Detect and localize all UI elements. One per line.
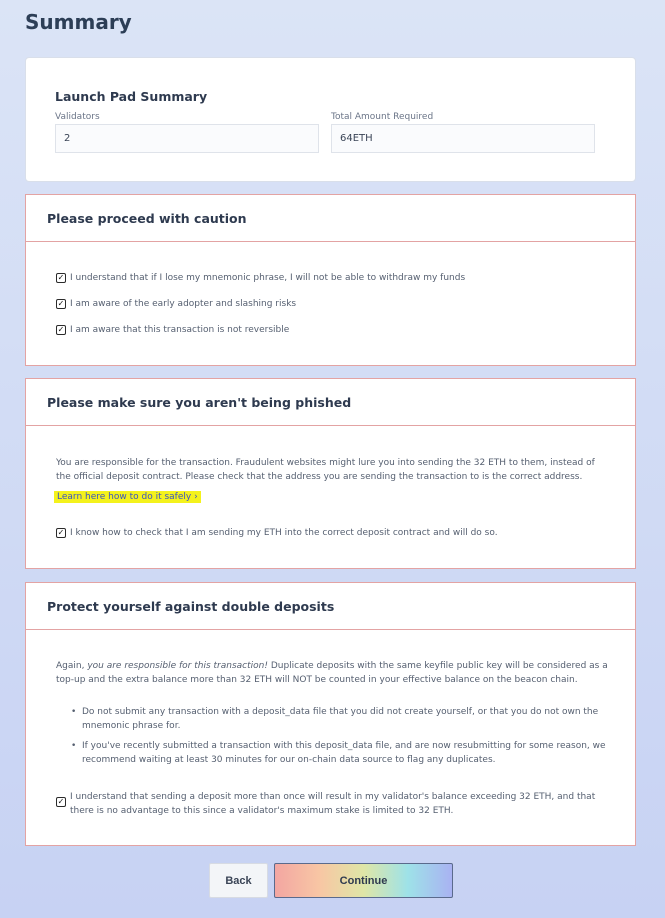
phishing-card [25,378,636,569]
phishing-check-label: I know how to check that I am sending my ETH into the correct deposit contract and will do so. [70,528,498,538]
summary-card [25,57,636,182]
caution-check-label: I am aware of the early adopter and slashing risks [70,299,297,309]
validators-field: 2 [55,124,319,153]
checkbox-checked-icon[interactable]: ✓ [57,299,65,308]
amount-label: Total Amount Required [331,112,434,122]
double-deposit-bullets [82,705,612,773]
caution-check-risks[interactable] [56,297,296,311]
amount-field: 64ETH [331,124,595,153]
double-body-prefix: Again, [56,661,88,671]
double-deposit-check-label: I understand that sending a deposit more than once will result in my validator's balance exceeding 32 ETH, and that there is no advantage to this since a validator's maximum stake is limited to 32 ETH. [70,792,596,816]
double-deposit-check[interactable] [56,790,596,818]
learn-safety-link[interactable] [54,491,201,503]
checkbox-checked-icon[interactable]: ✓ [57,273,65,282]
phishing-title: Please make sure you aren't being phished [26,379,635,426]
double-body-emphasis: you are responsible for this transaction! [87,661,268,671]
caution-check-reversible[interactable] [56,323,289,337]
caution-check-label: I am aware that this transaction is not reversible [70,325,290,335]
continue-button[interactable]: Continue [274,863,453,898]
double-deposit-card [25,582,636,846]
double-deposit-title: Protect yourself against double deposits [26,583,635,630]
checkbox-checked-icon[interactable]: ✓ [57,528,65,537]
chevron-right-icon: › [194,492,198,502]
phishing-check[interactable] [56,526,498,540]
caution-check-mnemonic[interactable] [56,271,465,285]
learn-safety-link-label: Learn here how to do it safely [57,492,192,502]
checkbox-checked-icon[interactable]: ✓ [57,325,65,334]
summary-title: Launch Pad Summary [55,89,208,104]
list-item: • If you've recently submitted a transaction with this deposit_data file, and are now resubmitting for some reason, we recommend waiting at least 30 minutes for our on-chain data source to flag any duplicates. [82,739,612,767]
double-body-suffix: Duplicate deposits with the same keyfile public key will be considered as a top-up and the extra balance more than 32 ETH will NOT be counted in your effective balance on the beacon chain. [56,661,608,685]
caution-title: Please proceed with caution [26,195,635,242]
caution-card [25,194,636,366]
back-button[interactable]: Back [209,863,268,898]
page-title: Summary [25,10,132,34]
checkbox-checked-icon[interactable]: ✓ [57,797,65,806]
list-item: • Do not submit any transaction with a deposit_data file that you did not create yourself, or that you do not own the mnemonic phrase for. [82,705,612,733]
caution-check-label: I understand that if I lose my mnemonic phrase, I will not be able to withdraw my funds [70,273,466,283]
double-deposit-body [56,659,608,687]
validators-label: Validators [55,112,100,122]
phishing-body: You are responsible for the transaction. Fraudulent websites might lure you into sending the 32 ETH to them, instead of the official deposit contract. Please check that the address you are sending the transaction to is the correct address. [56,458,595,482]
